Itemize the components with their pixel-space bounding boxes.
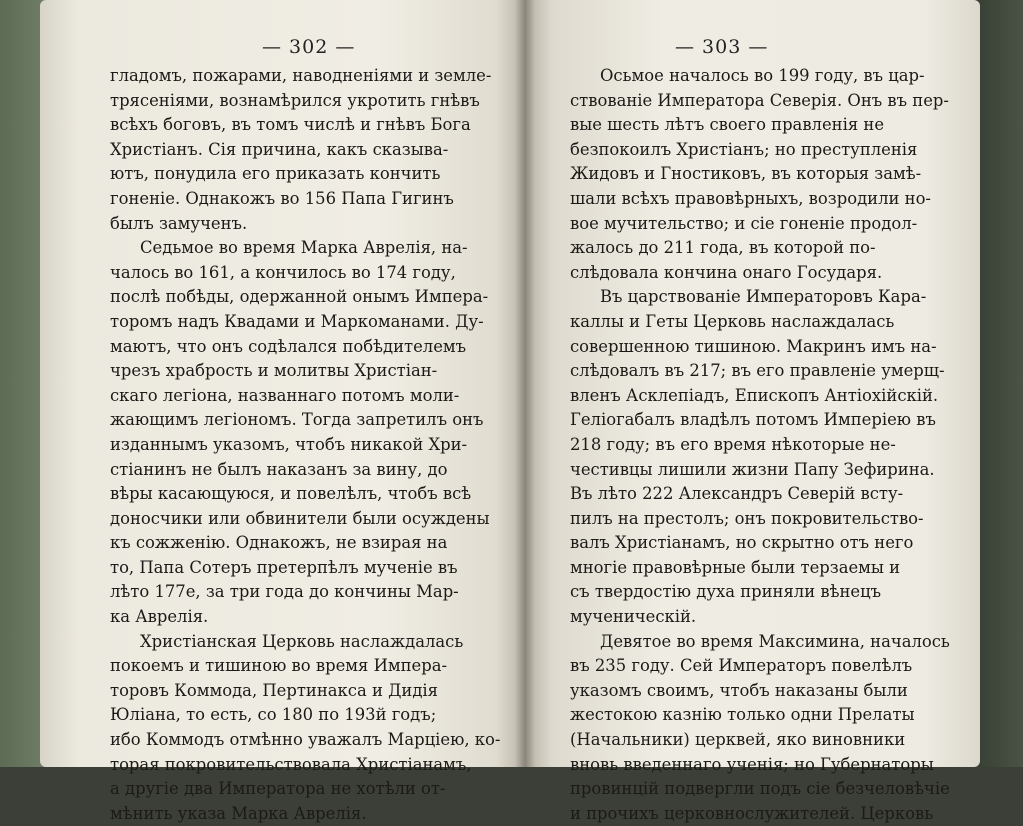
text-line: жающимъ легіономъ. Тогда запретилъ онъ — [110, 410, 484, 430]
text-line: гоненіе. Однакожъ во 156 Папа Гигинъ — [110, 188, 454, 208]
text-line: то, Папа Сотеръ претерпѣлъ мученіе въ — [110, 557, 458, 577]
text-line: лѣто 177е, за три года до кончины Мар- — [110, 582, 459, 602]
text-line: вѣры касающуюся, и повелѣлъ, чтобъ всѣ — [110, 484, 472, 504]
text-line: (Начальники) церквей, яко виновники — [570, 730, 906, 750]
book-gutter — [515, 0, 535, 767]
text-line: Въ царствованіе Императоровъ Кара- — [600, 287, 927, 307]
text-line: 218 году; въ его время нѣкоторые не- — [570, 434, 896, 454]
text-line: ка Аврелія. — [110, 607, 209, 627]
text-line: Христіанъ. Сія причина, какъ сказыва- — [110, 139, 449, 159]
text-line: покоемъ и тишиною во время Импера- — [110, 656, 448, 676]
text-line: всѣхъ боговъ, въ томъ числѣ и гнѣвъ Бога — [110, 115, 471, 135]
text-line: съ твердостію духа приняли вѣнецъ — [570, 582, 882, 602]
text-line: указомъ своимъ, чтобъ наказаны были — [570, 680, 908, 700]
text-line: къ сожженію. Однакожъ, не взирая на — [110, 533, 448, 553]
text-line: былъ замученъ. — [110, 213, 248, 233]
text-line: Жидовъ и Гностиковъ, въ которыя замѣ- — [570, 164, 922, 184]
text-line: торовъ Коммода, Пертинакса и Дидія — [110, 680, 439, 700]
text-line: послѣ побѣды, одержанной онымъ Импера- — [110, 287, 489, 307]
text-line: въ 235 году. Сей Императоръ повелѣлъ — [570, 656, 913, 676]
text-line: слѣдовалъ въ 217; въ его правленіе умерщ- — [570, 361, 945, 381]
text-line: торая покровительствовала Христіанамъ, — [110, 754, 472, 774]
page-number-left: — 302 — — [262, 36, 356, 58]
text-line: вое мучительство; и сіе гоненіе продол- — [570, 213, 918, 233]
text-line: жалось до 211 года, въ которой по- — [570, 238, 876, 258]
text-line: валъ Христіанамъ, но скрытно отъ него — [570, 533, 914, 553]
text-line: Юліана, то есть, со 180 по 193й годъ; — [110, 705, 437, 725]
text-line: маютъ, что онъ содѣлался побѣдителемъ — [110, 336, 467, 356]
text-line: стіанинъ не былъ наказанъ за вину, до — [110, 459, 448, 479]
text-line: каллы и Геты Церковь наслаждалась — [570, 311, 895, 331]
text-line: провинцій подвергли подъ сіе безчеловѣчіе — [570, 779, 950, 799]
text-line: Геліогабалъ владѣлъ потомъ Имперіею въ — [570, 410, 936, 430]
text-line: вновь введеннаго ученія; но Губернаторы — [570, 754, 934, 774]
text-line: чрезъ храбрость и молитвы Христіан- — [110, 361, 438, 381]
text-line: и прочихъ церковнослужителей. Церковь — [570, 803, 934, 823]
text-line: Въ лѣто 222 Александръ Северій всту- — [570, 484, 904, 504]
text-line: ютъ, понудила его приказать кончить — [110, 164, 441, 184]
text-line: изданнымъ указомъ, чтобъ никакой Хри- — [110, 434, 468, 454]
text-line: шали всѣхъ правовѣрныхъ, возродили но- — [570, 188, 931, 208]
left-page — [40, 0, 525, 823]
text-line: вленъ Асклепіадъ, Епископъ Антіохійскій. — [570, 385, 939, 405]
text-line: торомъ надъ Квадами и Маркоманами. Ду- — [110, 311, 484, 331]
left-page-text — [110, 64, 505, 826]
text-line: совершенною тишиною. Макринъ имъ на- — [570, 336, 937, 356]
text-line: ибо Коммодъ отмѣнно уважалъ Марціею, ко- — [110, 730, 501, 750]
text-line: многіе правовѣрные были терзаемы и — [570, 557, 901, 577]
page-number-right: — 303 — — [675, 36, 769, 58]
right-page — [525, 0, 980, 823]
right-page-text — [570, 64, 962, 826]
text-line: трясеніями, вознамѣрился укротить гнѣвъ — [110, 90, 480, 110]
text-line: чалось во 161, а кончилось во 174 году, — [110, 262, 456, 282]
text-line: а другіе два Императора не хотѣли от- — [110, 779, 446, 799]
text-line: безпокоилъ Христіанъ; но преступленія — [570, 139, 918, 159]
text-line: Девятое во время Максимина, началось — [600, 631, 950, 651]
text-line: мѣнить указа Марка Аврелія. — [110, 803, 367, 823]
text-line: честивцы лишили жизни Папу Зефирина. — [570, 459, 935, 479]
text-line: жестокою казнію только одни Прелаты — [570, 705, 915, 725]
text-line: вые шесть лѣтъ своего правленія не — [570, 115, 885, 135]
text-line: гладомъ, пожарами, наводненіями и земле- — [110, 66, 492, 85]
text-line: ствованіе Императора Северія. Онъ въ пер- — [570, 90, 949, 110]
text-line: слѣдовала кончина онаго Государя. — [570, 262, 883, 282]
text-line: Христіанская Церковь наслаждалась — [140, 631, 464, 651]
text-line: мученическій. — [570, 607, 697, 627]
text-line: пилъ на престолъ; онъ покровительство- — [570, 508, 924, 528]
text-line: доносчики или обвинители были осуждены — [110, 508, 490, 528]
text-line: скаго легіона, названнаго потомъ моли- — [110, 385, 460, 405]
text-line: Осьмое началось во 199 году, въ цар- — [600, 66, 925, 85]
text-line: Седьмое во время Марка Аврелія, на- — [140, 238, 468, 258]
